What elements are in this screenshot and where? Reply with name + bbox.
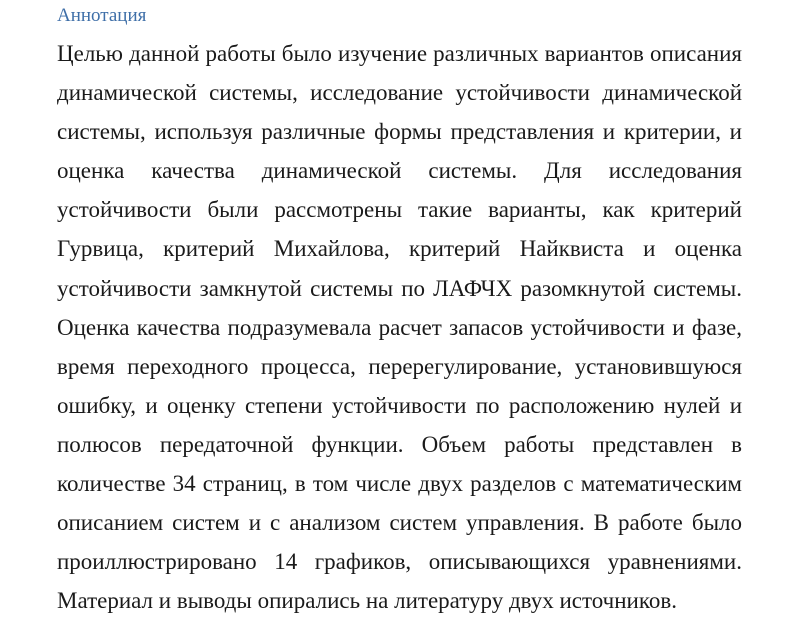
paragraph-line: ошибку, и оценку степени устойчивости по расположению нулей и <box>57 392 742 418</box>
paragraph-line: оценка качества динамической системы. Для исследования <box>57 158 742 184</box>
paragraph-line: устойчивости были рассмотрены такие варианты, как критерий <box>57 197 742 223</box>
paragraph-line: динамической системы, исследование устойчивости динамической <box>57 80 742 106</box>
paragraph-line: описанием систем и с анализом систем управления. В работе было <box>57 510 742 536</box>
paragraph-line: количестве 34 страниц, в том числе двух разделов с математическим <box>57 471 742 497</box>
annotation-paragraph <box>57 34 742 620</box>
paragraph-line: Материал и выводы опирались на литературу двух источников. <box>57 588 677 614</box>
paragraph-line: полюсов передаточной функции. Объем работы представлен в <box>57 431 742 457</box>
paragraph-line: устойчивости замкнутой системы по ЛАФЧХ разомкнутой системы. <box>57 275 742 301</box>
section-heading: Аннотация <box>57 5 147 26</box>
paragraph-line: Гурвица, критерий Михайлова, критерий Найквиста и оценка <box>57 236 742 262</box>
paragraph-line: проиллюстрировано 14 графиков, описывающихся уравнениями. <box>57 549 742 575</box>
paragraph-line: время переходного процесса, перерегулирование, установившуюся <box>57 353 742 379</box>
paragraph-line: Целью данной работы было изучение различных вариантов описания <box>57 41 742 66</box>
paragraph-line: системы, используя различные формы представления и критерии, и <box>57 119 742 145</box>
paragraph-line: Оценка качества подразумевала расчет запасов устойчивости и фазе, <box>57 314 742 340</box>
